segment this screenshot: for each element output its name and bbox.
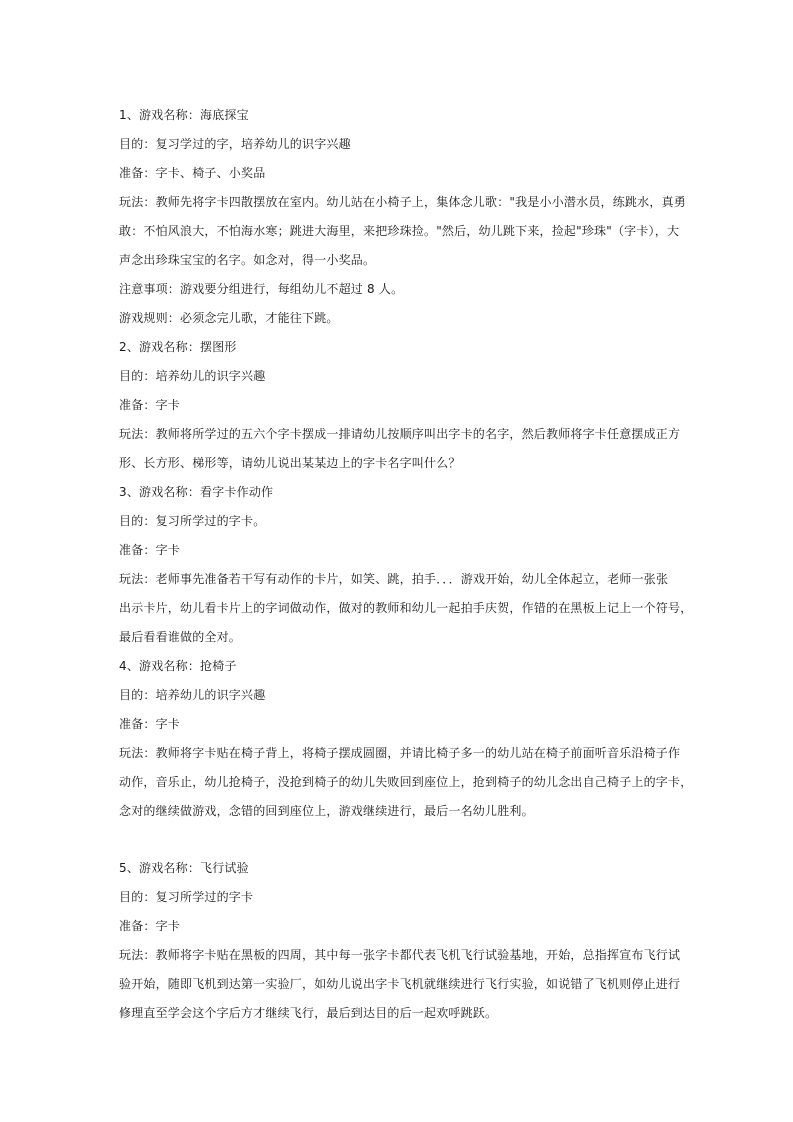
game-1-rules: 游戏规则：必须念完儿歌，才能往下跳。 — [119, 311, 339, 325]
game-5-method-line-2: 验开始，随即飞机到达第一实验厂，如幼儿说出字卡飞机就继续进行飞行实验，如说错了飞机则停止进行 — [119, 977, 681, 991]
paragraph-spacer — [119, 826, 679, 854]
game-5-title: 5、游戏名称：飞行试验 — [119, 861, 249, 875]
game-1-method-line-3: 声念出珍珠宝宝的名字。如念对，得一小奖品。 — [119, 253, 376, 267]
game-4-method-line-2: 动作，音乐止，幼儿抢椅子，没抢到椅子的幼儿失败回到座位上，抢到椅子的幼儿念出自己椅子上的字卡， — [119, 775, 693, 789]
game-5-purpose: 目的：复习所学过的字卡 — [119, 890, 254, 904]
game-2-preparation: 准备：字卡 — [119, 398, 181, 412]
game-3-method-line-1: 玩法：老师事先准备若干写有动作的卡片，如笑、跳，拍手．．．游戏开始，幼儿全体起立，老师一张张 — [119, 572, 669, 586]
game-2-method-line-2: 形、长方形、梯形等，请幼儿说出某某边上的字卡名字叫什么？ — [119, 456, 461, 470]
game-2-method-line-1: 玩法：教师将所学过的五六个字卡摆成一排请幼儿按顺序叫出字卡的名字，然后教师将字卡任意摆成正方 — [119, 427, 681, 441]
document-body — [119, 101, 693, 1028]
game-3-method-line-2: 出示卡片，幼儿看卡片上的字词做动作，做对的教师和幼儿一起拍手庆贺，作错的在黑板上记上一个符号， — [119, 601, 693, 615]
game-1-method-line-2: 敢：不怕风浪大，不怕海水寒；跳进大海里，来把珍珠捡。"然后，幼儿跳下来，捡起"珍珠"（字卡），大 — [119, 224, 680, 238]
game-4-purpose: 目的：培养幼儿的识字兴趣 — [119, 688, 266, 702]
game-4-preparation: 准备：字卡 — [119, 717, 181, 731]
game-4-title: 4、游戏名称：抢椅子 — [119, 659, 237, 673]
game-3-method-line-3: 最后看看谁做的全对。 — [119, 630, 242, 644]
game-1-purpose: 目的：复习学过的字，培养幼儿的识字兴趣 — [119, 137, 351, 151]
game-4-method-line-3: 念对的继续做游戏，念错的回到座位上，游戏继续进行，最后一名幼儿胜利。 — [119, 804, 534, 818]
game-3-title: 3、游戏名称：看字卡作动作 — [119, 485, 274, 499]
game-1-method-line-1: 玩法：教师先将字卡四散摆放在室内。幼儿站在小椅子上，集体念儿歌："我是小小潜水员，练跳水，真勇 — [119, 195, 686, 209]
game-5-method-line-1: 玩法：教师将字卡贴在黑板的四周，其中每一张字卡都代表飞机飞行试验基地，开始，总指挥宣布飞行试 — [119, 948, 681, 962]
game-2-purpose: 目的：培养幼儿的识字兴趣 — [119, 369, 266, 383]
game-1-preparation: 准备：字卡、椅子、小奖品 — [119, 166, 266, 180]
game-2-title: 2、游戏名称：摆图形 — [119, 340, 237, 354]
game-4-method-line-1: 玩法：教师将字卡贴在椅子背上，将椅子摆成圆圈，并请比椅子多一的幼儿站在椅子前面听音乐沿椅子作 — [119, 746, 681, 760]
game-1-title: 1、游戏名称：海底探宝 — [119, 108, 249, 122]
game-3-purpose: 目的：复习所学过的字卡。 — [119, 514, 266, 528]
game-5-method-line-3: 修理直至学会这个字后方才继续飞行，最后到达目的后一起欢呼跳跃。 — [119, 1006, 498, 1020]
game-3-preparation: 准备：字卡 — [119, 543, 181, 557]
game-1-notes: 注意事项：游戏要分组进行，每组幼儿不超过 8 人。 — [119, 282, 404, 296]
game-5-preparation: 准备：字卡 — [119, 919, 181, 933]
